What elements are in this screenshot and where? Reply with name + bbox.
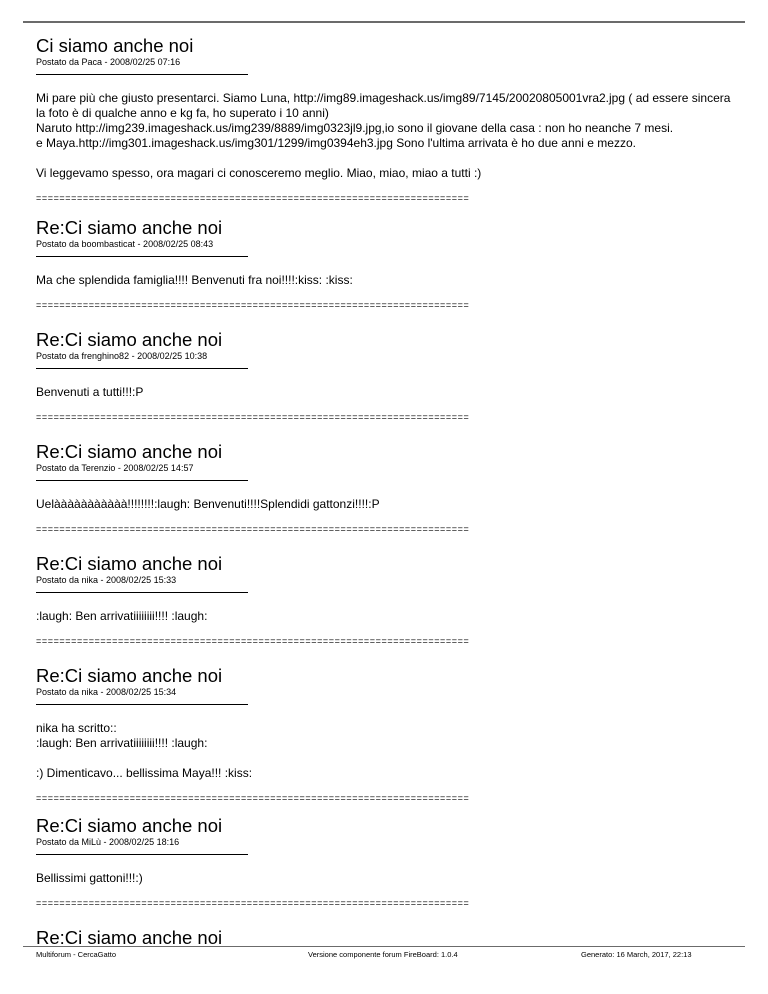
meta-rule: [36, 74, 248, 75]
post-separator: ==========================================================================: [36, 636, 470, 646]
post: [36, 442, 736, 535]
post: [36, 554, 736, 647]
post: [36, 218, 736, 311]
post-title: Re:Ci siamo anche noi: [36, 329, 223, 350]
post: [36, 330, 736, 423]
post-body: [36, 721, 736, 781]
post-paragraph: Bellissimi gattoni!!!:): [36, 871, 143, 885]
post-title: Re:Ci siamo anche noi: [36, 553, 223, 574]
post-paragraph: Benvenuti a tutti!!!:P: [36, 385, 144, 399]
post-separator: ==========================================================================: [36, 412, 470, 422]
post: [36, 816, 736, 909]
footer-generated: Generato: 16 March, 2017, 22:13: [581, 950, 692, 959]
post-body: [36, 871, 736, 886]
post-body: [36, 497, 736, 512]
post: [36, 666, 736, 804]
footer-rule: [23, 946, 745, 947]
meta-rule: [36, 592, 248, 593]
post-body: [36, 91, 736, 181]
post-meta: Postato da MiLù - 2008/02/25 18:16: [36, 837, 180, 847]
meta-rule: [36, 854, 248, 855]
post-meta: Postato da Terenzio - 2008/02/25 14:57: [36, 463, 194, 473]
post: [36, 36, 736, 204]
post-meta: Postato da boombasticat - 2008/02/25 08:43: [36, 239, 214, 249]
footer-version: Versione componente forum FireBoard: 1.0.4: [308, 950, 458, 959]
post-paragraph: Ma che splendida famiglia!!!! Benvenuti fra noi!!!!:kiss: :kiss:: [36, 273, 353, 287]
post-meta: Postato da Paca - 2008/02/25 07:16: [36, 57, 181, 67]
post-title: Re:Ci siamo anche noi: [36, 927, 223, 948]
post-paragraph: nika ha scritto:: :laugh: Ben arrivatiiiiiiii!!!! :laugh:: [36, 721, 208, 750]
meta-rule: [36, 368, 248, 369]
post-title: Re:Ci siamo anche noi: [36, 665, 223, 686]
post-meta: Postato da frenghino82 - 2008/02/25 10:38: [36, 351, 208, 361]
post-paragraph: :laugh: Ben arrivatiiiiiiii!!!! :laugh:: [36, 609, 208, 623]
footer-site: Multiforum - CercaGatto: [36, 950, 117, 959]
post-title: Re:Ci siamo anche noi: [36, 441, 223, 462]
meta-rule: [36, 704, 248, 705]
post-paragraph: Mi pare più che giusto presentarci. Siamo Luna, http://img89.imageshack.us/img89/7145/20020805001vra2.jpg ( ad essere sincera la foto è di qualche anno e kg fa, ho superato i 10 anni) Naruto http://img239.imageshack.us/img239/8889/img0323jl9.jpg,io sono il giovane della casa : non ho neanche 7 mesi. e Maya.http://img301.imageshack.us/img301/1299/img0394eh3.jpg Sono l'ultima arrivata è ho due anni e mezzo.: [36, 91, 731, 150]
post-body: [36, 609, 736, 624]
post-title: Re:Ci siamo anche noi: [36, 815, 223, 836]
meta-rule: [36, 480, 248, 481]
post-paragraph: Uelààààààààààà!!!!!!!!:laugh: Benvenuti!!!!Splendidi gattonzi!!!!:P: [36, 497, 380, 511]
post-body: [36, 385, 736, 400]
post-separator: ==========================================================================: [36, 300, 470, 310]
post-meta: Postato da nika - 2008/02/25 15:34: [36, 687, 177, 697]
top-rule: [23, 21, 745, 23]
post-separator: ==========================================================================: [36, 524, 470, 534]
post-separator: ==========================================================================: [36, 193, 470, 203]
post-meta: Postato da nika - 2008/02/25 15:33: [36, 575, 177, 585]
post-title: Ci siamo anche noi: [36, 35, 194, 56]
post-paragraph: Vi leggevamo spesso, ora magari ci conosceremo meglio. Miao, miao, miao a tutti :): [36, 166, 482, 180]
post-title: Re:Ci siamo anche noi: [36, 217, 223, 238]
meta-rule: [36, 256, 248, 257]
post-body: [36, 273, 736, 288]
post-separator: ==========================================================================: [36, 793, 470, 803]
post-paragraph: :) Dimenticavo... bellissima Maya!!! :kiss:: [36, 766, 253, 780]
post-separator: ==========================================================================: [36, 898, 470, 908]
